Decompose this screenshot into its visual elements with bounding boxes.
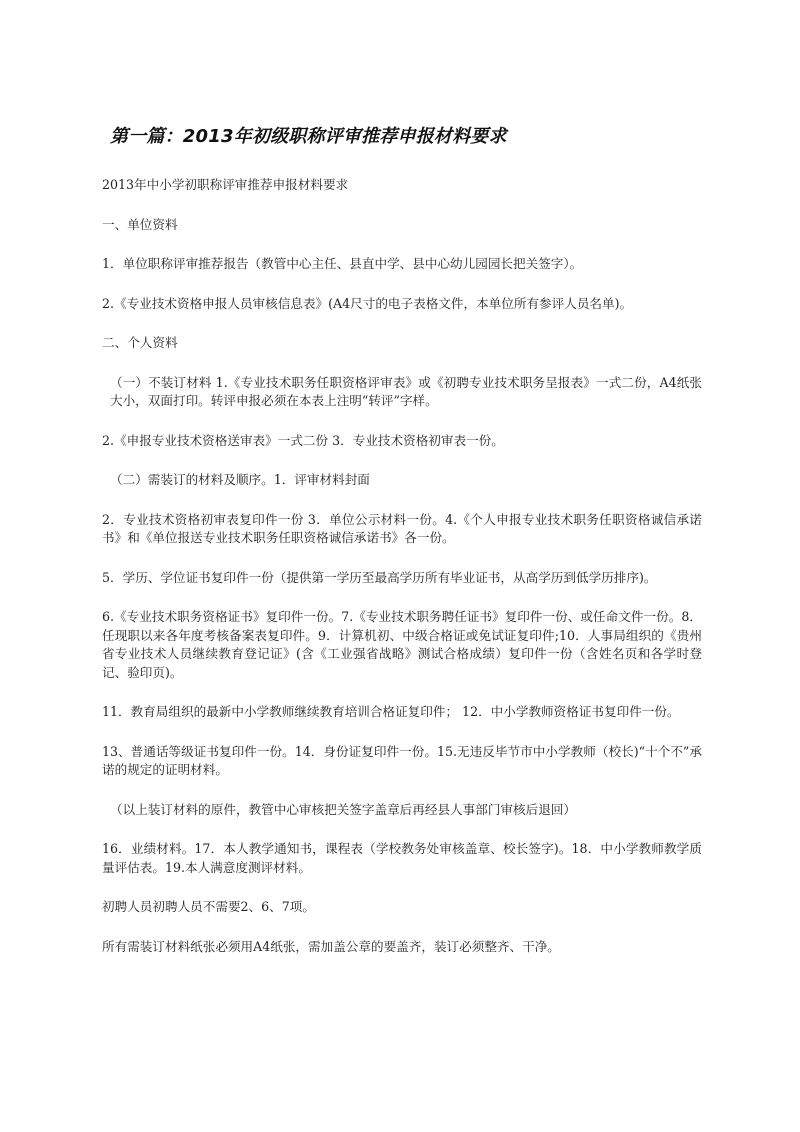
- paragraph: 1．单位职称评审推荐报告（教管中心主任、县直中学、县中心幼儿园园长把关签字）。: [102, 256, 583, 271]
- paragraph-subtitle: 2013年中小学初职称评审推荐申报材料要求: [102, 177, 349, 192]
- paragraph: 初聘人员初聘人员不需要2、6、7项。: [102, 899, 315, 914]
- document-title: 第一篇：2013年初级职称评审推荐申报材料要求: [110, 126, 507, 147]
- paragraph: 6.《专业技术职务资格证书》复印件一份。7.《专业技术职务聘任证书》复印件一份、或任命文件一份。8．任现职以来各年度考核备案表复印件。9．计算机初、中级合格证或免试证复印件;10．人事局组织的《贵州省专业技术人员继续教育登记证》(含《工业强省战略》测试合格成绩）复印件一份（含姓名页和各学时登记、验印页)。: [102, 609, 702, 680]
- paragraph: 2.《申报专业技术资格送审表》一式二份 3．专业技术资格初审表一份。: [102, 432, 504, 448]
- paragraph-note: （以上装订材料的原件，教管中心审核把关签字盖章后再经县人事部门审核后退回）: [110, 801, 576, 817]
- paragraph: 13、普通话等级证书复印件一份。14．身份证复印件一份。15.无违反毕节市中小学教师（校长)“十个不”承诺的规定的证明材料。: [102, 743, 702, 777]
- paragraph: （二）需装订的材料及顺序。1．评审材料封面: [110, 472, 370, 487]
- paragraph: （一）不装订材料 1.《专业技术职务任职资格评审表》或《初聘专业技术职务呈报表》一式二份，A4纸张大小，双面打印。转评申报必须在本表上注明“转评”字样。: [110, 374, 702, 408]
- paragraph: 11．教育局组织的最新中小学教师继续教育培训合格证复印件； 12．中小学教师资格证书复印件一份。: [102, 704, 680, 719]
- paragraph: 16．业绩材料。17．本人教学通知书，课程表（学校教务处审核盖章、校长签字)。18．中小学教师教学质量评估表。19.本人满意度测评材料。: [102, 841, 702, 875]
- paragraph: 5．学历、学位证书复印件一份（提供第一学历至最高学历所有毕业证书，从高学历到低学历排序)。: [102, 569, 657, 585]
- section-heading-unit: 一、单位资料: [102, 216, 178, 232]
- paragraph: 2.《专业技术资格申报人员审核信息表》(A4尺寸的电子表格文件，本单位所有参评人员名单)。: [102, 295, 633, 311]
- document-body: [102, 176, 702, 977]
- paragraph: 所有需装订材料纸张必须用A4纸张，需加盖公章的要盖齐，装订必须整齐、干净。: [102, 938, 560, 954]
- paragraph: 2．专业技术资格初审表复印件一份 3．单位公示材料一份。4.《个人申报专业技术职务任职资格诚信承诺书》和《单位报送专业技术职务任职资格诚信承诺书》各一份。: [102, 511, 702, 545]
- section-heading-personal: 二、个人资料: [102, 335, 178, 350]
